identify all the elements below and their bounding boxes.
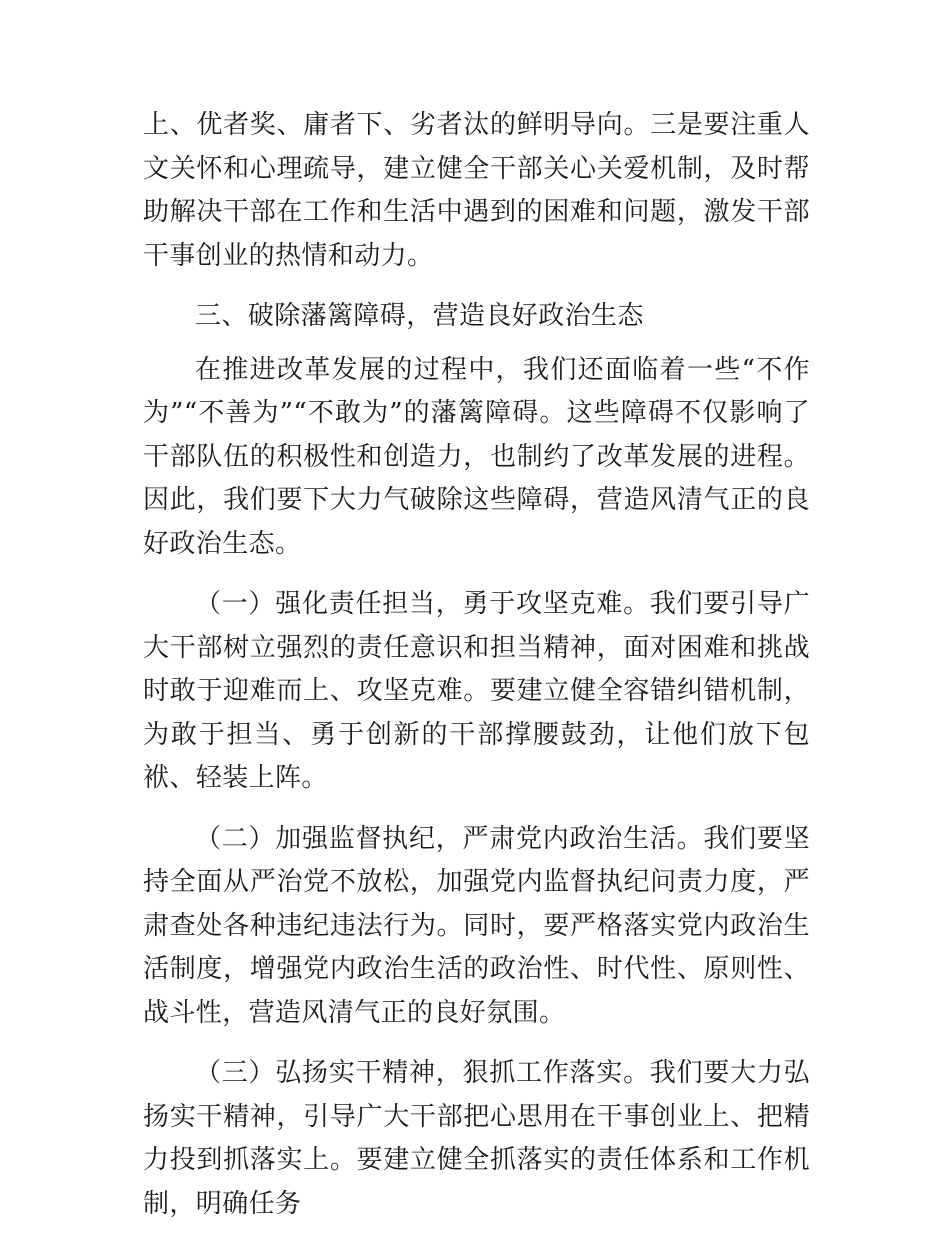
paragraph-item-2: （二）加强监督执纪，严肃党内政治生活。我们要坚持全面从严治党不放松，加强党内监督执纪问责力度，严肃查处各种违纪违法行为。同时，要严格落实党内政治生活制度，增强党内政治生活的政治性、时代性、原则性、战斗性，营造风清气正的良好氛围。 [143, 823, 810, 1028]
paragraph-item-1: （一）强化责任担当，勇于攻坚克难。我们要引导广大干部树立强烈的责任意识和担当精神，面对困难和挑战时敢于迎难而上、攻坚克难。要建立健全容错纠错机制，为敢于担当、勇于创新的干部撑腰鼓劲，让他们放下包袱、轻装上阵。 [143, 589, 810, 793]
paragraph-continuation: 上、优者奖、庸者下、劣者汰的鲜明导向。三是要注重人文关怀和心理疏导，建立健全干部关心关爱机制，及时帮助解决干部在工作和生活中遇到的困难和问题，激发干部干事创业的热情和动力。 [143, 110, 810, 271]
paragraph-item-3: （三）弘扬实干精神，狠抓工作落实。我们要大力弘扬实干精神，引导广大干部把心思用在干事创业上、把精力投到抓落实上。要建立健全抓落实的责任体系和工作机制，明确任务 [143, 1058, 810, 1219]
paragraph-intro: 在推进改革发展的过程中，我们还面临着一些“不作为”“不善为”“不敢为”的藩篱障碍。这些障碍不仅影响了干部队伍的积极性和创造力，也制约了改革发展的进程。因此，我们要下大力气破除这些障碍，营造风清气正的良好政治生态。 [143, 354, 810, 559]
document-body [143, 104, 810, 1243]
section-heading: 三、破除藩篱障碍，营造良好政治生态 [195, 301, 644, 331]
